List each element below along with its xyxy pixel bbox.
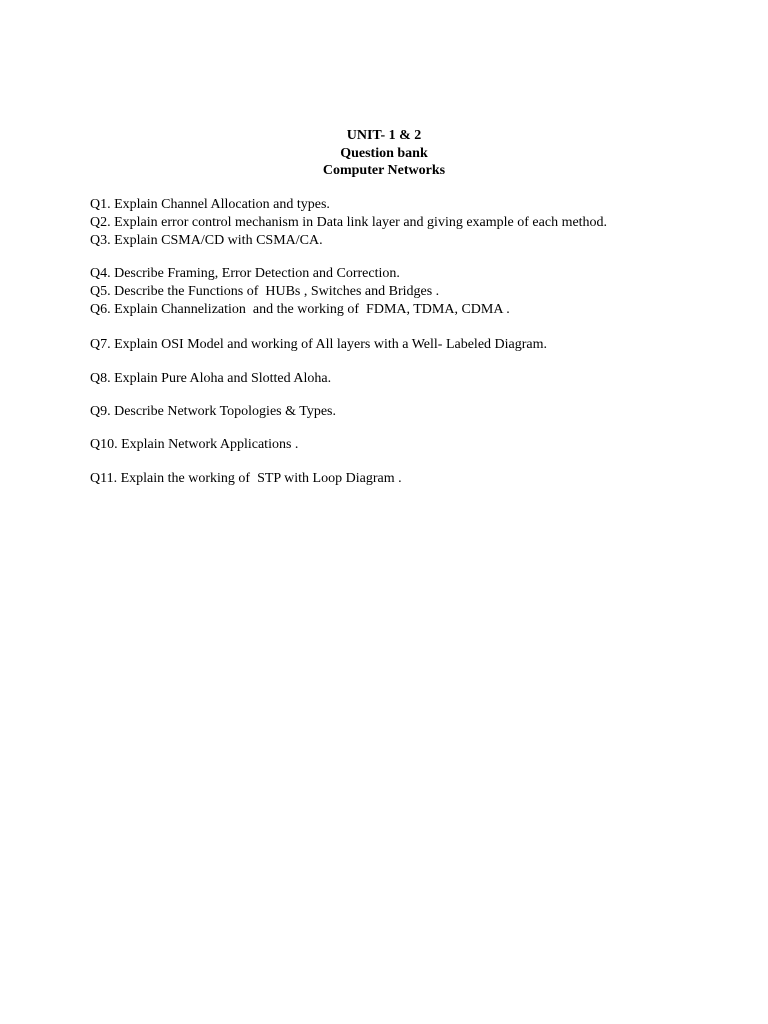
question-item: Q4. Describe Framing, Error Detection and Correction. (90, 266, 400, 281)
question-item: Q5. Describe the Functions of HUBs , Switches and Bridges . (90, 284, 440, 299)
subject-heading: Computer Networks (322, 163, 446, 178)
question-item: Q10. Explain Network Applications . (90, 437, 299, 452)
unit-heading: UNIT- 1 & 2 (346, 128, 422, 143)
question-item: Q1. Explain Channel Allocation and types. (90, 197, 330, 212)
question-item: Q9. Describe Network Topologies & Types. (90, 404, 336, 419)
question-item: Q7. Explain OSI Model and working of All layers with a Well- Labeled Diagram. (90, 337, 548, 352)
question-item: Q2. Explain error control mechanism in Data link layer and giving example of each method. (90, 215, 608, 230)
question-item: Q6. Explain Channelization and the working of FDMA, TDMA, CDMA . (90, 302, 510, 317)
question-bank-heading: Question bank (340, 146, 428, 161)
question-item: Q3. Explain CSMA/CD with CSMA/CA. (90, 233, 323, 248)
question-item: Q11. Explain the working of STP with Loop Diagram . (90, 471, 402, 486)
question-item: Q8. Explain Pure Aloha and Slotted Aloha. (90, 371, 332, 386)
